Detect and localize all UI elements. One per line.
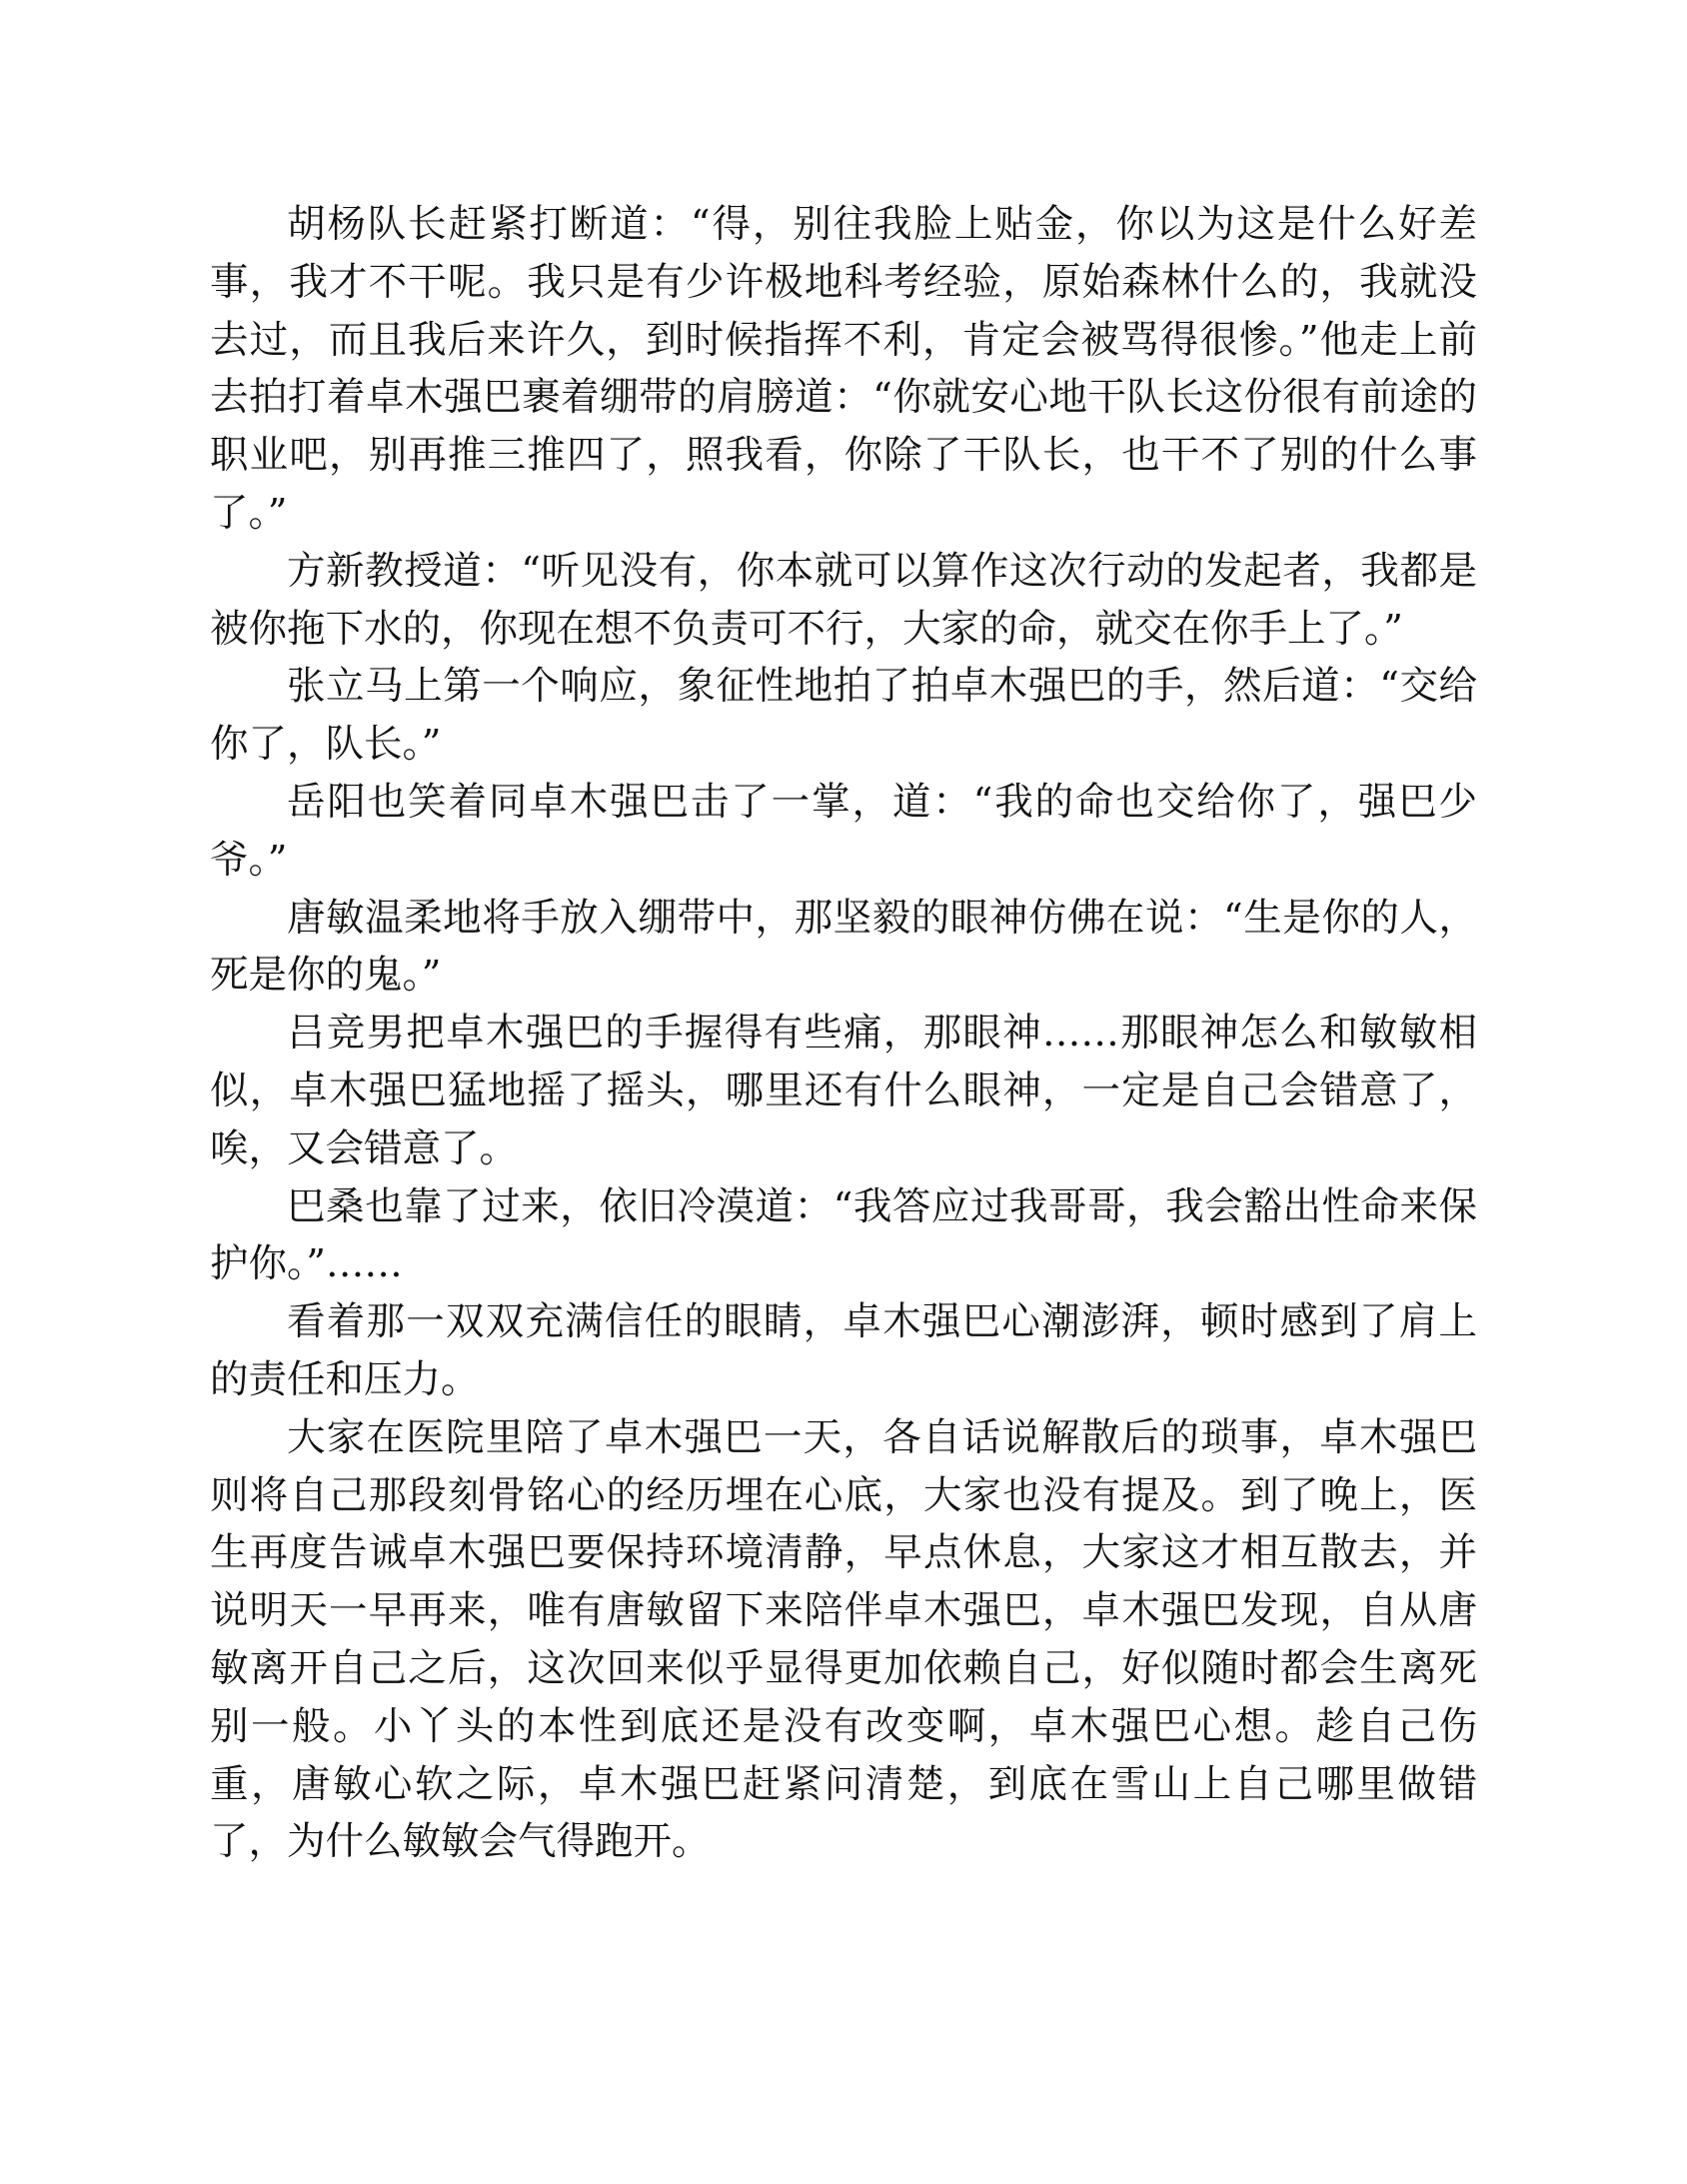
paragraph: 张立马上第一个响应，象征性地拍了拍卓木强巴的手，然后道：“交给你了，队长。” <box>210 664 1477 768</box>
paragraph: 吕竞男把卓木强巴的手握得有些痛，那眼神……那眼神怎么和敏敏相似，卓木强巴猛地摇了摇头，哪里还有什么眼神，一定是自己会错意了，唉，又会错意了。 <box>210 1011 1477 1171</box>
paragraph: 方新教授道：“听见没有，你本就可以算作这次行动的发起者，我都是被你拖下水的，你现在想不负责可不行，大家的命，就交在你手上了。” <box>210 548 1477 652</box>
paragraph: 胡杨队长赶紧打断道：“得，别往我脸上贴金，你以为这是什么好差事，我才不干呢。我只是有少许极地科考经验，原始森林什么的，我就没去过，而且我后来许久，到时候指挥不利，肯定会被骂得很惨。”他走上前去拍打着卓木强巴裹着绷带的肩膀道：“你就安心地干队长这份很有前途的职业吧，别再推三推四了，照我看，你除了干队长，也干不了别的什么事了。” <box>210 202 1477 536</box>
paragraph: 看着那一双双充满信任的眼睛，卓木强巴心潮澎湃，顿时感到了肩上的责任和压力。 <box>210 1299 1477 1402</box>
paragraph: 岳阳也笑着同卓木强巴击了一掌，道：“我的命也交给你了，强巴少爷。” <box>210 779 1477 883</box>
paragraph: 唐敏温柔地将手放入绷带中，那坚毅的眼神仿佛在说：“生是你的人，死是你的鬼。” <box>210 895 1477 999</box>
paragraph: 大家在医院里陪了卓木强巴一天，各自话说解散后的琐事，卓木强巴则将自己那段刻骨铭心的经历埋在心底，大家也没有提及。到了晚上，医生再度告诫卓木强巴要保持环境清静，早点休息，大家这才相互散去，并说明天一早再来，唯有唐敏留下来陪伴卓木强巴，卓木强巴发现，自从唐敏离开自己之后，这次回来似乎显得更加依赖自己，好似随时都会生离死别一般。小丫头的本性到底还是没有改变啊，卓木强巴心想。趁自己伤重，唐敏心软之际，卓木强巴赶紧问清楚，到底在雪山上自己哪里做错了，为什么敏敏会气得跑开。 <box>210 1414 1477 1865</box>
paragraph: 巴桑也靠了过来，依旧冷漠道：“我答应过我哥哥，我会豁出性命来保护你。”…… <box>210 1183 1477 1287</box>
document-body <box>210 196 1477 1871</box>
